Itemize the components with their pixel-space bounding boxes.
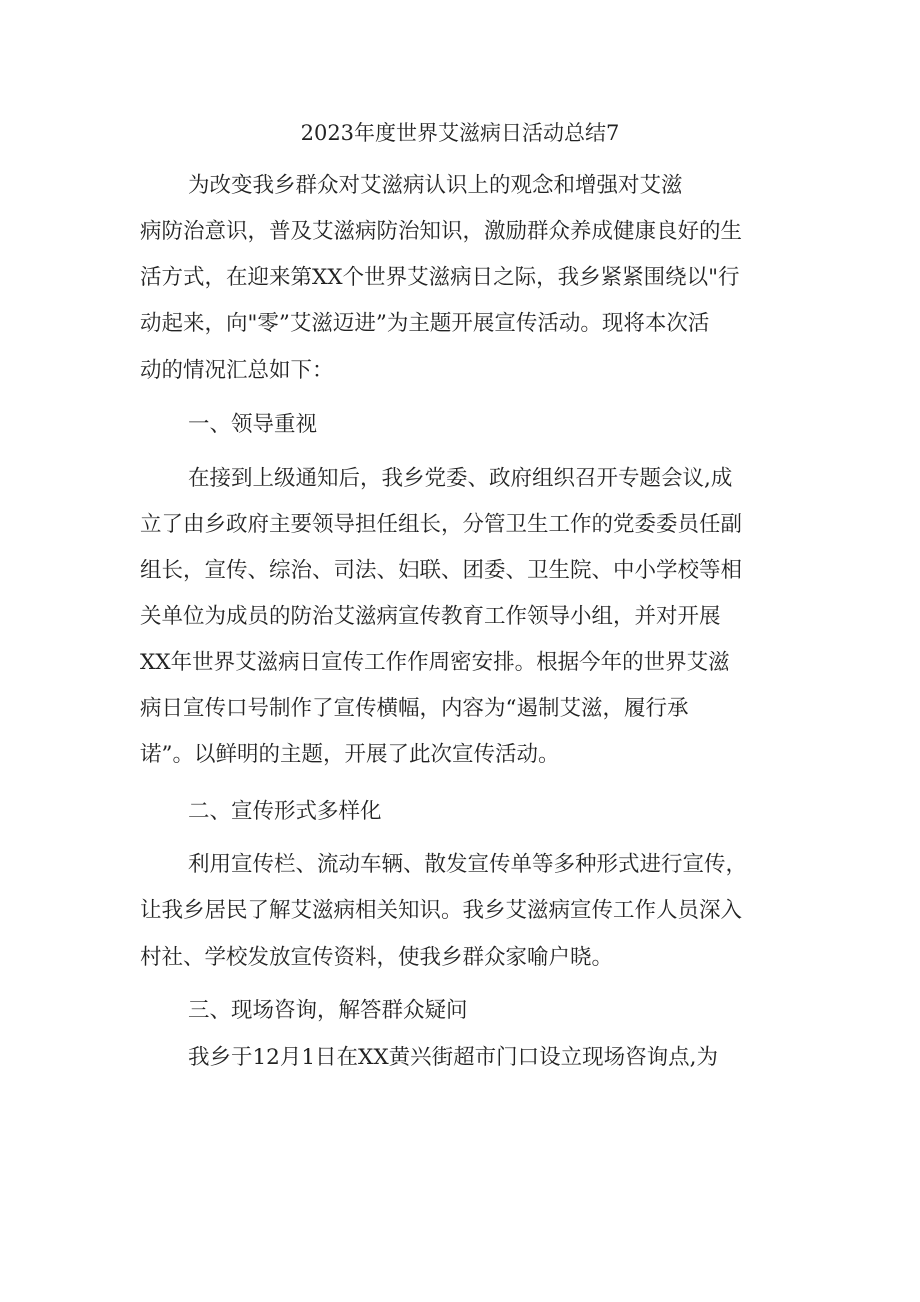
- body-line: 利用宣传栏、流动车辆、散发宣传单等多种形式进行宣传，: [188, 852, 748, 877]
- body-line: 动的情况汇总如下：: [140, 358, 334, 383]
- body-line: 病防治意识，普及艾滋病防治知识，激励群众养成健康良好的生: [140, 219, 743, 244]
- body-line: 村社、学校发放宣传资料，使我乡群众家喻户晓。: [140, 945, 614, 970]
- body-line: 诺”。以鲜明的主题，开展了此次宣传活动。: [140, 742, 560, 767]
- body-line: 在接到上级通知后，我乡党委、政府组织召开专题会议,成: [188, 466, 733, 491]
- section-heading-2: 二、宣传形式多样化: [188, 799, 382, 824]
- body-line: 为改变我乡群众对艾滋病认识上的观念和增强对艾滋: [188, 173, 683, 198]
- section-heading-1: 一、领导重视: [188, 412, 318, 437]
- body-line: 关单位为成员的防治艾滋病宣传教育工作领导小组，并对开展: [140, 604, 721, 629]
- body-line: 我乡于12月1日在XX黄兴街超市门口设立现场咨询点,为: [188, 1045, 718, 1070]
- body-line: 动起来，向"零”艾滋迈进”为主题开展宣传活动。现将本次活: [140, 311, 710, 336]
- body-line: 组长，宣传、综治、司法、妇联、团委、卫生院、中小学校等相: [140, 558, 743, 583]
- body-line: XX年世界艾滋病日宣传工作作周密安排。根据今年的世界艾滋: [140, 650, 730, 675]
- document-title: 2023年度世界艾滋病日活动总结7: [300, 121, 620, 145]
- body-line: 让我乡居民了解艾滋病相关知识。我乡艾滋病宣传工作人员深入: [140, 898, 743, 923]
- section-heading-3: 三、现场咨询，解答群众疑问: [188, 998, 468, 1023]
- body-line: 活方式，在迎来第XX个世界艾滋病日之际，我乡紧紧围绕以"行: [140, 265, 740, 290]
- body-line: 立了由乡政府主要领导担任组长，分管卫生工作的党委委员任副: [140, 512, 743, 537]
- body-line: 病日宣传口号制作了宣传横幅，内容为“遏制艾滋，履行承: [140, 696, 689, 721]
